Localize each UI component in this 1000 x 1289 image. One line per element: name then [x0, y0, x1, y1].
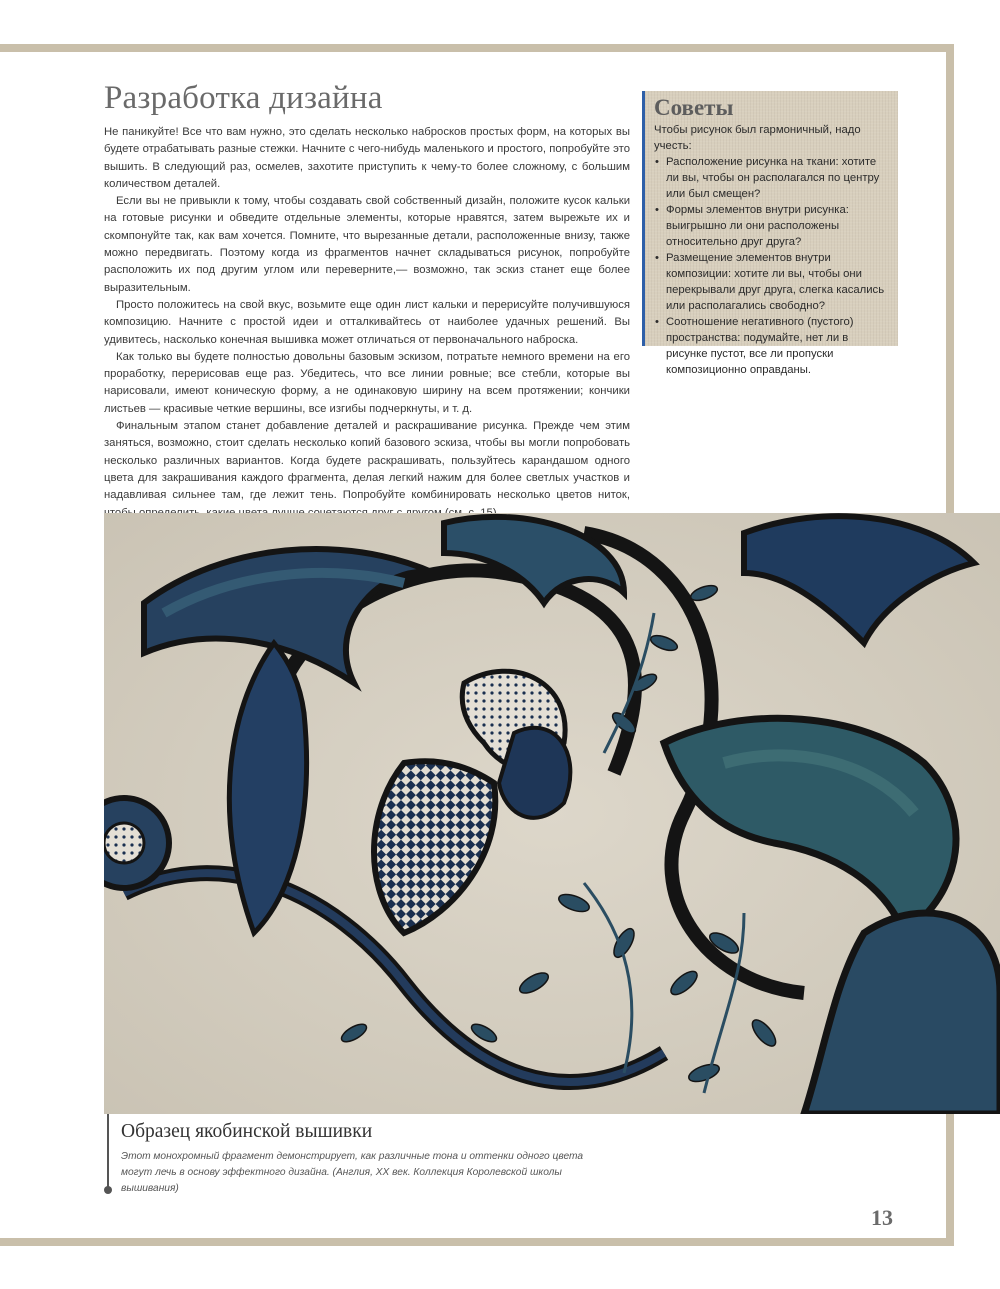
tips-list-item	[655, 314, 892, 378]
bullet-icon: •	[655, 156, 659, 168]
page-number: 13	[871, 1205, 893, 1230]
embroidery-illustration	[104, 513, 1000, 1114]
tips-list-item	[655, 154, 892, 202]
caption-dot	[104, 1186, 112, 1194]
bullet-icon: •	[655, 316, 659, 328]
embroidery-photo	[104, 513, 1000, 1114]
body-paragraph: Как только вы будете полностью довольны базовым эскизом, потратьте немного времени на его проработку, перерисовав еще раз. Убедитесь, что все линии ровные; все стебли, которые вы нарисовали, имеют коническую форму, а не одинаковую ширину на всем протяжении; кончики листьев — красивые четкие вершины, все изгибы подчеркнуты, и т. д.	[104, 350, 630, 415]
tips-list-item	[655, 250, 892, 314]
body-paragraph: Если вы не привыкли к тому, чтобы создавать свой собственный дизайн, положите кусок кальки на готовые рисунки и обведите отдельные элементы, которые нравятся, затем вырежьте их и скомпонуйте так, как вам хочется. Помните, что вырезанные детали, расположенные внизу, также можно передвигать. Поэтому когда из фрагментов начнет складываться рисунок, попробуйте расположить их под другим углом или переверните,— возможно, так эскиз станет еще более выразительным.	[104, 195, 630, 294]
tips-list	[654, 154, 892, 378]
figure-caption-title: Образец якобинской вышивки	[121, 1121, 373, 1142]
tips-item-text: Размещение элементов внутри композиции: хотите ли вы, чтобы они перекрывали друг друга, слегка касались или располагались свободно?	[666, 252, 885, 312]
tips-list-item	[655, 202, 892, 250]
bullet-icon: •	[655, 204, 659, 216]
caption-rule	[107, 1114, 109, 1190]
figure-caption-text: Этот монохромный фрагмент демонстрирует, как различные тона и оттенки одного цвета могут лечь в основу эффектного дизайна. (Англия, XX век. Коллекция Королевской школы вышивания)	[121, 1151, 584, 1194]
tips-item-text: Формы элементов внутри рисунка: выигрышно ли они расположены относительно друг друга?	[666, 204, 849, 248]
tips-intro: Чтобы рисунок был гармоничный, надо учесть:	[654, 124, 861, 152]
body-paragraph: Просто положитесь на свой вкус, возьмите еще один лист кальки и перерисуйте получившуюся композицию. Начните с простой идеи и отталкивайтесь от наиболее удачных решений. Вы удивитесь, насколько конечная вышивка может отличаться от первоначального наброска.	[104, 298, 630, 346]
page-title: Разработка дизайна	[104, 80, 383, 116]
bullet-icon: •	[655, 252, 659, 264]
tips-heading: Советы	[654, 95, 734, 120]
body-paragraph: Финальным этапом станет добавление деталей и раскрашивание рисунка. Прежде чем этим заняться, возможно, стоит сделать несколько копий базового эскиза, чтобы вы могли попробовать несколько различных вариантов. Когда будете раскрашивать, пользуйтесь карандашом одного цвета для закрашивания каждого фрагмента, делая легкий нажим для более светлых участков и надавливая сильнее там, где лежит тень. Попробуйте комбинировать несколько цветов ниток,	[104, 420, 630, 502]
tips-box	[642, 91, 898, 376]
body-text	[104, 124, 630, 522]
tips-item-text: Соотношение негативного (пустого) пространства: подумайте, нет ли в рисунке пустот, все ли пропуски композиционно оправданы.	[666, 316, 854, 376]
body-paragraph: Не паникуйте! Все что вам нужно, это сделать несколько набросков простых форм, на которых вы будете отрабатывать разные стежки. Начните с чего-нибудь маленького и простого, попробуйте это вышить. В следующий раз, осмелев, захотите приступить к чему-то более сложному, с большим количеством деталей.	[104, 126, 630, 190]
tips-item-text: Расположение рисунка на ткани: хотите ли вы, чтобы он располагался по центру или был смещен?	[666, 156, 880, 200]
